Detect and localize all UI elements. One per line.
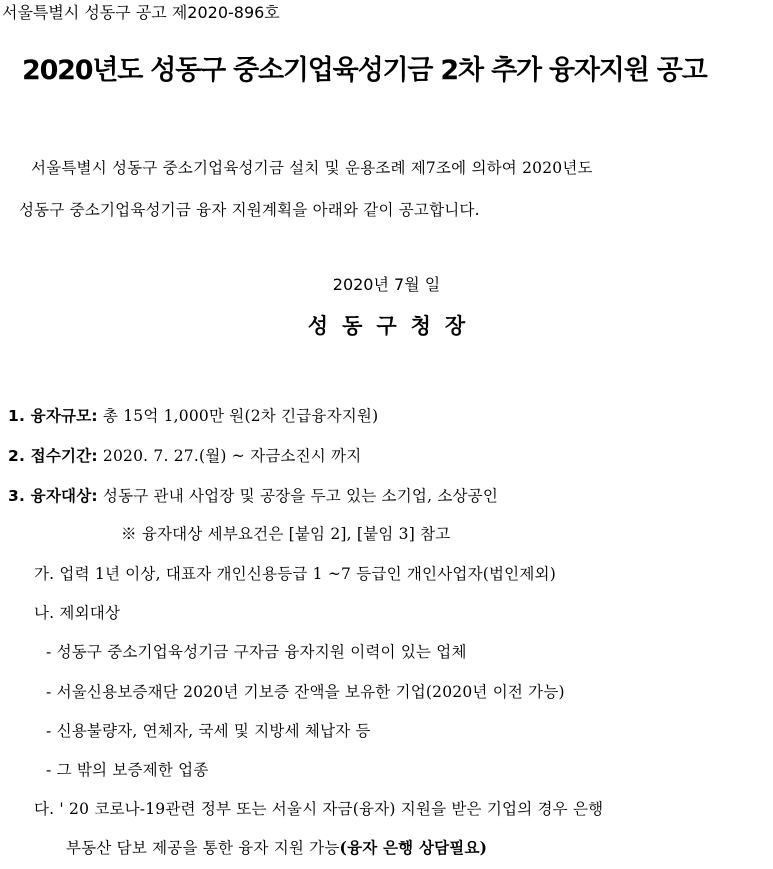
item-text: 2020. 7. 27.(월) ~ 자금소진시 까지 xyxy=(97,447,362,465)
issuer-name: 성동구청장 xyxy=(307,314,480,338)
target-note: ※ 융자대상 세부요건은 [붙임 2], [붙임 3] 참고 xyxy=(121,525,451,543)
intro-line-1: 서울특별시 성동구 중소기업육성기금 설치 및 운용조례 제7조에 의하여 2020년도 xyxy=(31,159,593,177)
target-na: 나. 제외대상 xyxy=(34,604,121,622)
page-title: 2020년도 성동구 중소기업육성기금 2차 추가 융자지원 공고 xyxy=(22,55,707,86)
item-loan-target xyxy=(8,484,498,506)
item-text: 성동구 관내 사업장 및 공장을 두고 있는 소기업, 소상공인 xyxy=(97,487,499,505)
exclusion-item: - 그 밖의 보증제한 업종 xyxy=(46,761,209,779)
target-da-text: 부동산 담보 제공을 통한 융자 지원 가능 xyxy=(66,839,340,857)
target-da-line-2 xyxy=(66,836,487,858)
target-da-emphasis: (융자 은행 상담필요) xyxy=(339,838,488,857)
item-text: 총 15억 1,000만 원(2차 긴급융자지원) xyxy=(97,407,379,425)
item-label: 1. 융자규모: xyxy=(8,407,98,425)
target-da-line-1: 다. ' 20 코로나-19관련 정부 또는 서울시 자금(융자) 지원을 받은 기업의 경우 은행 xyxy=(34,800,604,818)
notice-number: 서울특별시 성동구 공고 제2020-896호 xyxy=(2,3,280,22)
exclusion-item: - 신용불량자, 연체자, 국세 및 지방세 체납자 등 xyxy=(46,722,371,740)
item-label: 3. 융자대상: xyxy=(8,487,98,505)
target-ga: 가. 업력 1년 이상, 대표자 개인신용등급 1 ~7 등급인 개인사업자(법인제외) xyxy=(34,565,556,583)
item-loan-scale xyxy=(8,404,378,426)
exclusion-item: - 성동구 중소기업육성기금 구자금 융자지원 이력이 있는 업체 xyxy=(46,643,467,661)
intro-line-2: 성동구 중소기업육성기금 융자 지원계획을 아래와 같이 공고합니다. xyxy=(19,201,480,219)
notice-date: 2020년 7월 일 xyxy=(332,275,441,294)
item-label: 2. 접수기간: xyxy=(8,447,98,465)
item-application-period xyxy=(8,444,361,466)
exclusion-item: - 서울신용보증재단 2020년 기보증 잔액을 보유한 기업(2020년 이전 가능) xyxy=(46,683,565,701)
